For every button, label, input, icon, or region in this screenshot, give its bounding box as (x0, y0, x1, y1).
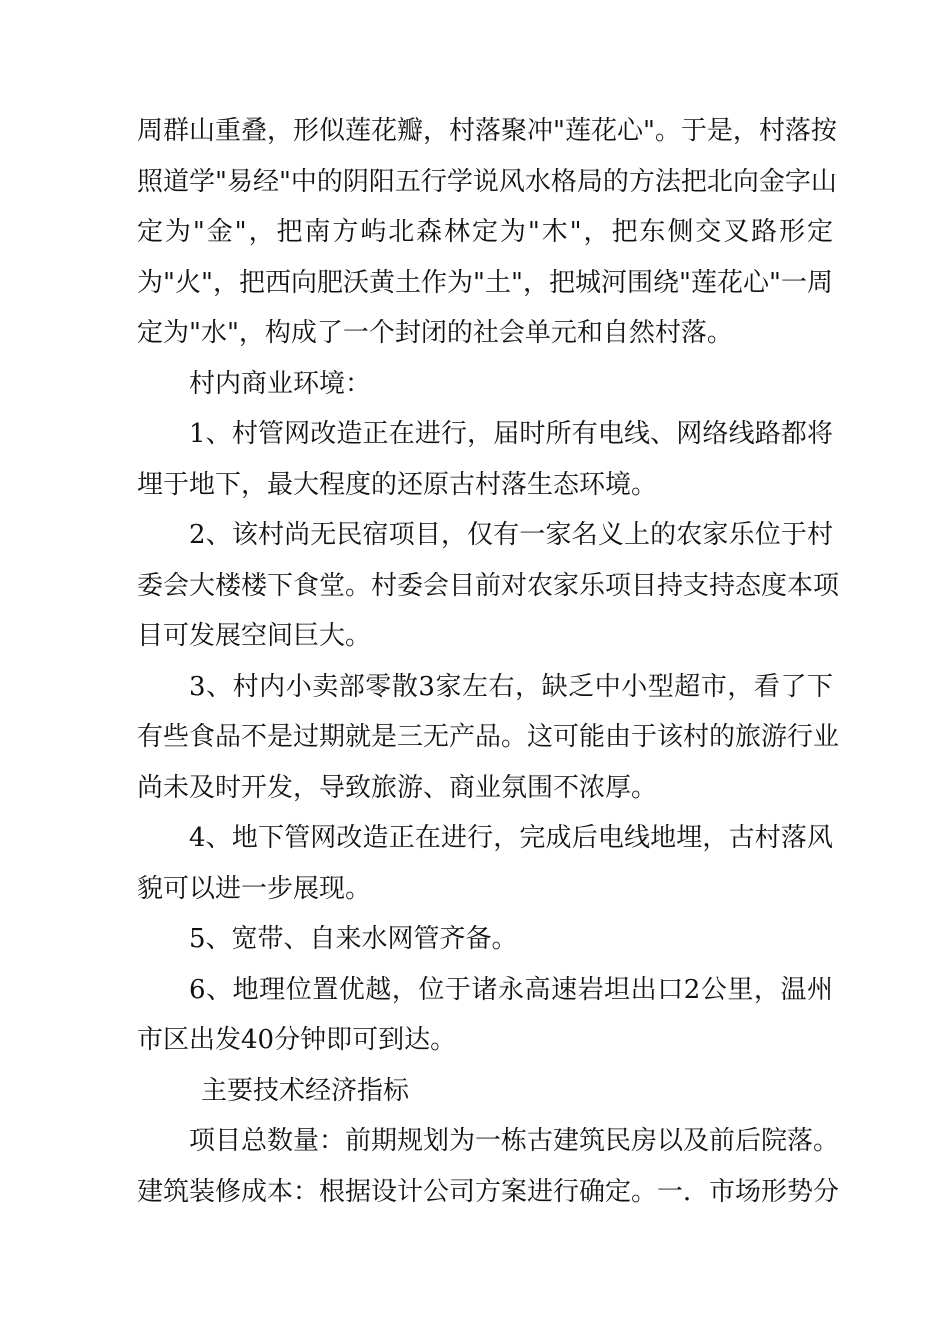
list-item-line: 市区出发40分钟即可到达。 (137, 1025, 457, 1055)
paragraph-line: 项目总数量：前期规划为一栋古建筑民房以及前后院落。 (189, 1126, 840, 1156)
list-item-line: 3、村内小卖部零散3家左右，缺乏中小型超市，看了下 (189, 671, 833, 702)
section-heading: 村内商业环境： (189, 368, 372, 399)
list-item-line: 貌可以进一步展现。 (137, 873, 372, 904)
paragraph-line: 周群山重叠，形似莲花瓣，村落聚冲"莲花心"。于是，村落按 (137, 116, 837, 146)
paragraph-line: 照道学"易经"中的阴阳五行学说风水格局的方法把北向金字山 (137, 166, 837, 197)
list-item-line: 1、村管网改造正在进行，届时所有电线、网络线路都将 (189, 419, 833, 449)
paragraph-line: 建筑装修成本：根据设计公司方案进行确定。一．市场形势分 (137, 1176, 840, 1207)
list-item-line: 埋于地下，最大程度的还原古村落生态环境。 (137, 469, 658, 500)
paragraph-line: 为"火"，把西向肥沃黄土作为"土"，把城河围绕"莲花心"一周 (137, 267, 833, 298)
document-body (137, 106, 840, 1217)
list-item-line: 5、宽带、自来水网管齐备。 (189, 924, 518, 954)
list-item-line: 4、地下管网改造正在进行，完成后电线地埋，古村落风 (189, 823, 833, 853)
paragraph-line: 定为"金"，把南方屿北森林定为"木"，把东侧交叉路形定 (137, 217, 833, 247)
list-item-line: 委会大楼楼下食堂。村委会目前对农家乐项目持支持态度本项 (137, 570, 840, 601)
list-item-line: 6、地理位置优越，位于诸永高速岩坦出口2公里，温州 (189, 974, 833, 1005)
list-item-line: 尚未及时开发，导致旅游、商业氛围不浓厚。 (137, 772, 658, 803)
list-item-line: 2、该村尚无民宿项目，仅有一家名义上的农家乐位于村 (189, 520, 833, 550)
list-item-line: 有些食品不是过期就是三无产品。这可能由于该村的旅游行业 (137, 722, 840, 752)
list-item-line: 目可发展空间巨大。 (137, 621, 372, 651)
section-heading: 主要技术经济指标 (201, 1075, 410, 1106)
paragraph-line: 定为"水"，构成了一个封闭的社会单元和自然村落。 (137, 318, 733, 348)
